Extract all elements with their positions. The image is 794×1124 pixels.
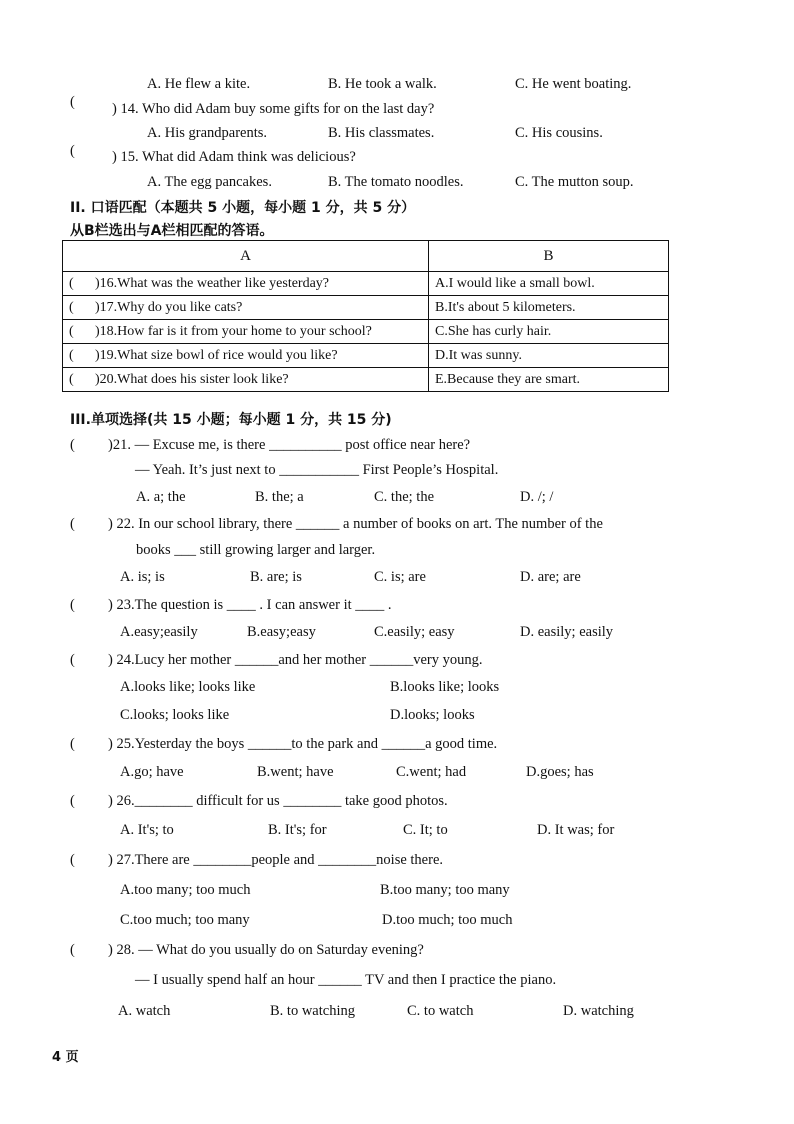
q26-paren: (	[70, 793, 75, 809]
q27-option-b: B.too many; too many	[380, 882, 510, 898]
answer-paren: (	[69, 347, 74, 363]
q26-option-c: C. It; to	[403, 822, 448, 838]
q24-option-c: C.looks; looks like	[120, 707, 230, 723]
q22-option-a: A. is; is	[120, 569, 165, 585]
column-b-header: B	[429, 241, 669, 272]
q15-stem: ) 15. What did Adam think was delicious?	[112, 149, 356, 165]
q27-stem: ) 27.There are ________people and ________noise there.	[108, 852, 444, 868]
question-17	[63, 296, 429, 320]
section-2-instruction: 从B栏选出与A栏相匹配的答语。	[70, 223, 274, 239]
q23-stem: ) 23.The question is ____ . I can answer it ____ .	[108, 597, 392, 613]
q25-option-c: C.went; had	[396, 764, 467, 780]
q13-option-b: B. He took a walk.	[328, 76, 437, 92]
q23-paren: (	[70, 597, 75, 613]
answer-paren: (	[69, 371, 74, 387]
q26-option-d: D. It was; for	[537, 822, 615, 838]
section-3-title: III.单项选择(共 15 小题；每小题 1 分，共 15 分)	[70, 412, 392, 428]
q28-option-c: C. to watch	[407, 1003, 474, 1019]
q14-option-c: C. His cousins.	[515, 125, 603, 141]
q23-option-d: D. easily; easily	[520, 624, 614, 640]
answer-c: C.She has curly hair.	[429, 320, 669, 344]
answer-e: E.Because they are smart.	[429, 368, 669, 392]
q27-paren: (	[70, 852, 75, 868]
page-number: 4 页	[52, 1050, 79, 1065]
question-text: )17.Why do you like cats?	[95, 299, 243, 315]
column-a-header: A	[63, 241, 429, 272]
q25-option-b: B.went; have	[257, 764, 334, 780]
q21-stem-line1: )21. — Excuse me, is there __________ post office near here?	[108, 437, 471, 453]
q22-stem-line2: books ___ still growing larger and larger.	[136, 542, 376, 558]
q26-option-b: B. It's; for	[268, 822, 327, 838]
q27-option-d: D.too much; too much	[382, 912, 513, 928]
answer-b: B.It's about 5 kilometers.	[429, 296, 669, 320]
table-row	[63, 320, 669, 344]
q21-option-a: A. a; the	[136, 489, 186, 505]
q27-option-c: C.too much; too many	[120, 912, 250, 928]
q15-option-a: A. The egg pancakes.	[147, 174, 272, 190]
matching-table-header	[63, 241, 669, 272]
q28-option-d: D. watching	[563, 1003, 634, 1019]
q15-option-b: B. The tomato noodles.	[328, 174, 464, 190]
q15-paren: (	[70, 143, 75, 159]
question-19	[63, 344, 429, 368]
q22-option-c: C. is; are	[374, 569, 426, 585]
q13-option-a: A. He flew a kite.	[147, 76, 251, 92]
q22-option-b: B. are; is	[250, 569, 302, 585]
q24-option-b: B.looks like; looks	[390, 679, 500, 695]
q23-option-c: C.easily; easy	[374, 624, 455, 640]
answer-a: A.I would like a small bowl.	[429, 272, 669, 296]
question-text: )16.What was the weather like yesterday?	[95, 275, 330, 291]
q28-stem-line2: — I usually spend half an hour ______ TV and then I practice the piano.	[135, 972, 557, 988]
q24-paren: (	[70, 652, 75, 668]
q28-option-a: A. watch	[118, 1003, 171, 1019]
q28-option-b: B. to watching	[270, 1003, 355, 1019]
q21-option-b: B. the; a	[255, 489, 304, 505]
q22-stem-line1: ) 22. In our school library, there ______ a number of books on art. The number of the	[108, 516, 603, 532]
q14-option-b: B. His classmates.	[328, 125, 435, 141]
table-row	[63, 296, 669, 320]
question-text: )19.What size bowl of rice would you like?	[95, 347, 338, 363]
q24-stem: ) 24.Lucy her mother ______and her mother ______very young.	[108, 652, 483, 668]
q24-option-a: A.looks like; looks like	[120, 679, 256, 695]
answer-paren: (	[69, 275, 74, 291]
q25-paren: (	[70, 736, 75, 752]
q21-option-c: C. the; the	[374, 489, 435, 505]
question-text: )20.What does his sister look like?	[95, 371, 289, 387]
q15-option-c: C. The mutton soup.	[515, 174, 634, 190]
q25-option-d: D.goes; has	[526, 764, 594, 780]
question-text: )18.How far is it from your home to your school?	[95, 323, 372, 339]
q23-option-a: A.easy;easily	[120, 624, 198, 640]
q23-option-b: B.easy;easy	[247, 624, 316, 640]
q28-stem-line1: ) 28. — What do you usually do on Saturday evening?	[108, 942, 424, 958]
q21-option-d: D. /; /	[520, 489, 554, 505]
q24-option-d: D.looks; looks	[390, 707, 475, 723]
answer-paren: (	[69, 323, 74, 339]
q13-option-c: C. He went boating.	[515, 76, 632, 92]
question-20	[63, 368, 429, 392]
question-18	[63, 320, 429, 344]
section-2-title: II. 口语匹配（本题共 5 小题，每小题 1 分，共 5 分）	[70, 200, 416, 216]
question-16	[63, 272, 429, 296]
q26-option-a: A. It's; to	[120, 822, 174, 838]
q27-option-a: A.too many; too much	[120, 882, 251, 898]
q28-paren: (	[70, 942, 75, 958]
answer-d: D.It was sunny.	[429, 344, 669, 368]
matching-table	[62, 240, 669, 392]
q21-paren: (	[70, 437, 75, 453]
table-row	[63, 368, 669, 392]
q22-paren: (	[70, 516, 75, 532]
q26-stem: ) 26.________ difficult for us ________ take good photos.	[108, 793, 448, 809]
answer-paren: (	[69, 299, 74, 315]
q25-stem: ) 25.Yesterday the boys ______to the park and ______a good time.	[108, 736, 498, 752]
q14-paren: (	[70, 94, 75, 110]
table-row	[63, 344, 669, 368]
q14-stem: ) 14. Who did Adam buy some gifts for on the last day?	[112, 101, 435, 117]
q21-stem-line2: — Yeah. It’s just next to ___________ First People’s Hospital.	[135, 462, 499, 478]
q14-option-a: A. His grandparents.	[147, 125, 268, 141]
q25-option-a: A.go; have	[120, 764, 184, 780]
q22-option-d: D. are; are	[520, 569, 581, 585]
table-row	[63, 272, 669, 296]
